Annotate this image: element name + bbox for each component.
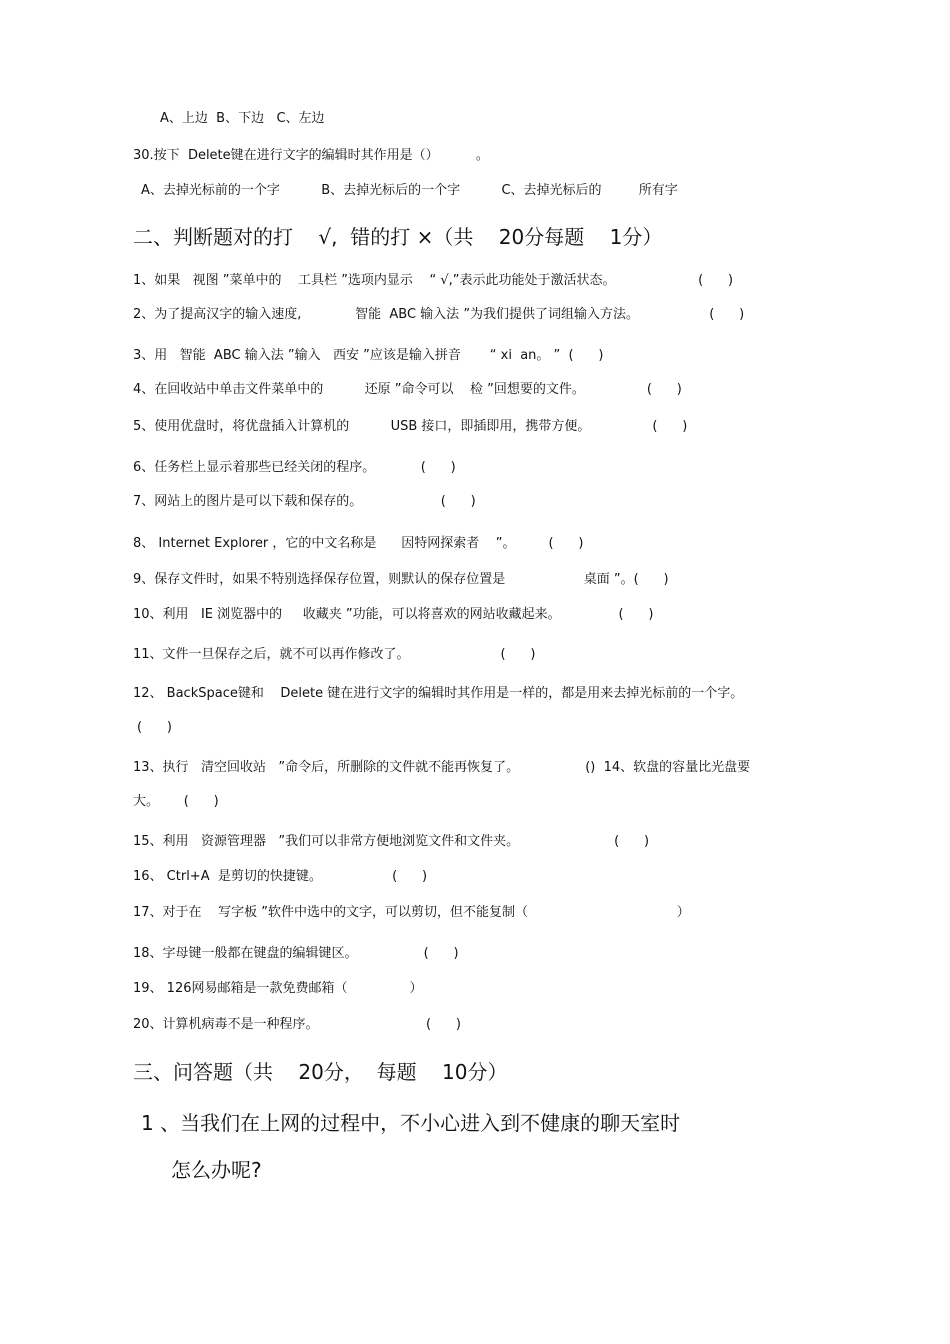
list-item: 1、如果 视图 ”菜单中的 工具栏 ”选项内显示 “ √,”表示此功能处于激活状态。 ( ) <box>133 273 734 288</box>
list-item: 12、 BackSpace键和 Delete 键在进行文字的编辑时其作用是一样的，都是用来去掉光标前的一个字。 <box>133 686 744 701</box>
list-item: 15、利用 资源管理器 ”我们可以非常方便地浏览文件和文件夹。 ( ) <box>133 834 650 849</box>
list-item: 17、对于在 写字板 ”软件中选中的文字，可以剪切，但不能复制（ ） <box>133 905 690 920</box>
question-1-line-2: 怎么办呢? <box>171 1158 262 1182</box>
list-item: 16、 Ctrl+A 是剪切的快捷键。 ( ) <box>133 869 428 884</box>
list-item: 4、在回收站中单击文件菜单中的 还原 ”命令可以 检 ”回想要的文件。 ( ) <box>133 382 682 397</box>
section-2-title: 二、判断题对的打 √, 错的打 ×（共 20分每题 1分） <box>133 225 663 249</box>
list-item: 10、利用 IE 浏览器中的 收藏夹 ”功能，可以将喜欢的网站收藏起来。 ( ) <box>133 607 654 622</box>
list-item: 2、为了提高汉字的输入速度, 智能 ABC 输入法 ”为我们提供了词组输入方法。 ( ) <box>133 307 745 322</box>
list-item: 11、文件一旦保存之后，就不可以再作修改了。 ( ) <box>133 647 536 662</box>
question-1-line-1: 1 、当我们在上网的过程中，不小心进入到不健康的聊天室时 <box>141 1111 681 1135</box>
list-item: 9、保存文件时，如果不特别选择保存位置，则默认的保存位置是 桌面 ”。( ) <box>133 572 669 587</box>
list-item: 18、字母键一般都在键盘的编辑键区。 ( ) <box>133 946 459 961</box>
list-item: 13、执行 清空回收站 ”命令后，所删除的文件就不能再恢复了。 () 14、软盘的容量比光盘要 <box>133 760 751 775</box>
list-item: 8、 Internet Explorer ，它的中文名称是 因特网探索者 ”。 ( ) <box>133 536 584 551</box>
question-30-stem: 30.按下 Delete键在进行文字的编辑时其作用是（） 。 <box>133 148 489 163</box>
list-item: 5、使用优盘时，将优盘插入计算机的 USB 接口，即插即用，携带方便。 ( ) <box>133 419 688 434</box>
list-item: 7、网站上的图片是可以下载和保存的。 ( ) <box>133 494 476 509</box>
list-item: 大。 ( ) <box>133 794 219 809</box>
previous-question-options: A、上边 B、下边 C、左边 <box>160 111 325 126</box>
list-item: ( ) <box>137 720 172 735</box>
list-item: 20、计算机病毒不是一种程序。 ( ) <box>133 1017 461 1032</box>
section-3-title: 三、问答题（共 20分， 每题 10分） <box>133 1060 508 1084</box>
list-item: 19、 126网易邮箱是一款免费邮箱（ ） <box>133 981 423 996</box>
list-item: 3、用 智能 ABC 输入法 ”输入 西安 ”应该是输入拼音 “ xi an。 ” ( ) <box>133 348 604 363</box>
list-item: 6、任务栏上显示着那些已经关闭的程序。 ( ) <box>133 460 456 475</box>
question-30-options: A、去掉光标前的一个字 B、去掉光标后的一个字 C、去掉光标后的 所有字 <box>141 183 678 198</box>
